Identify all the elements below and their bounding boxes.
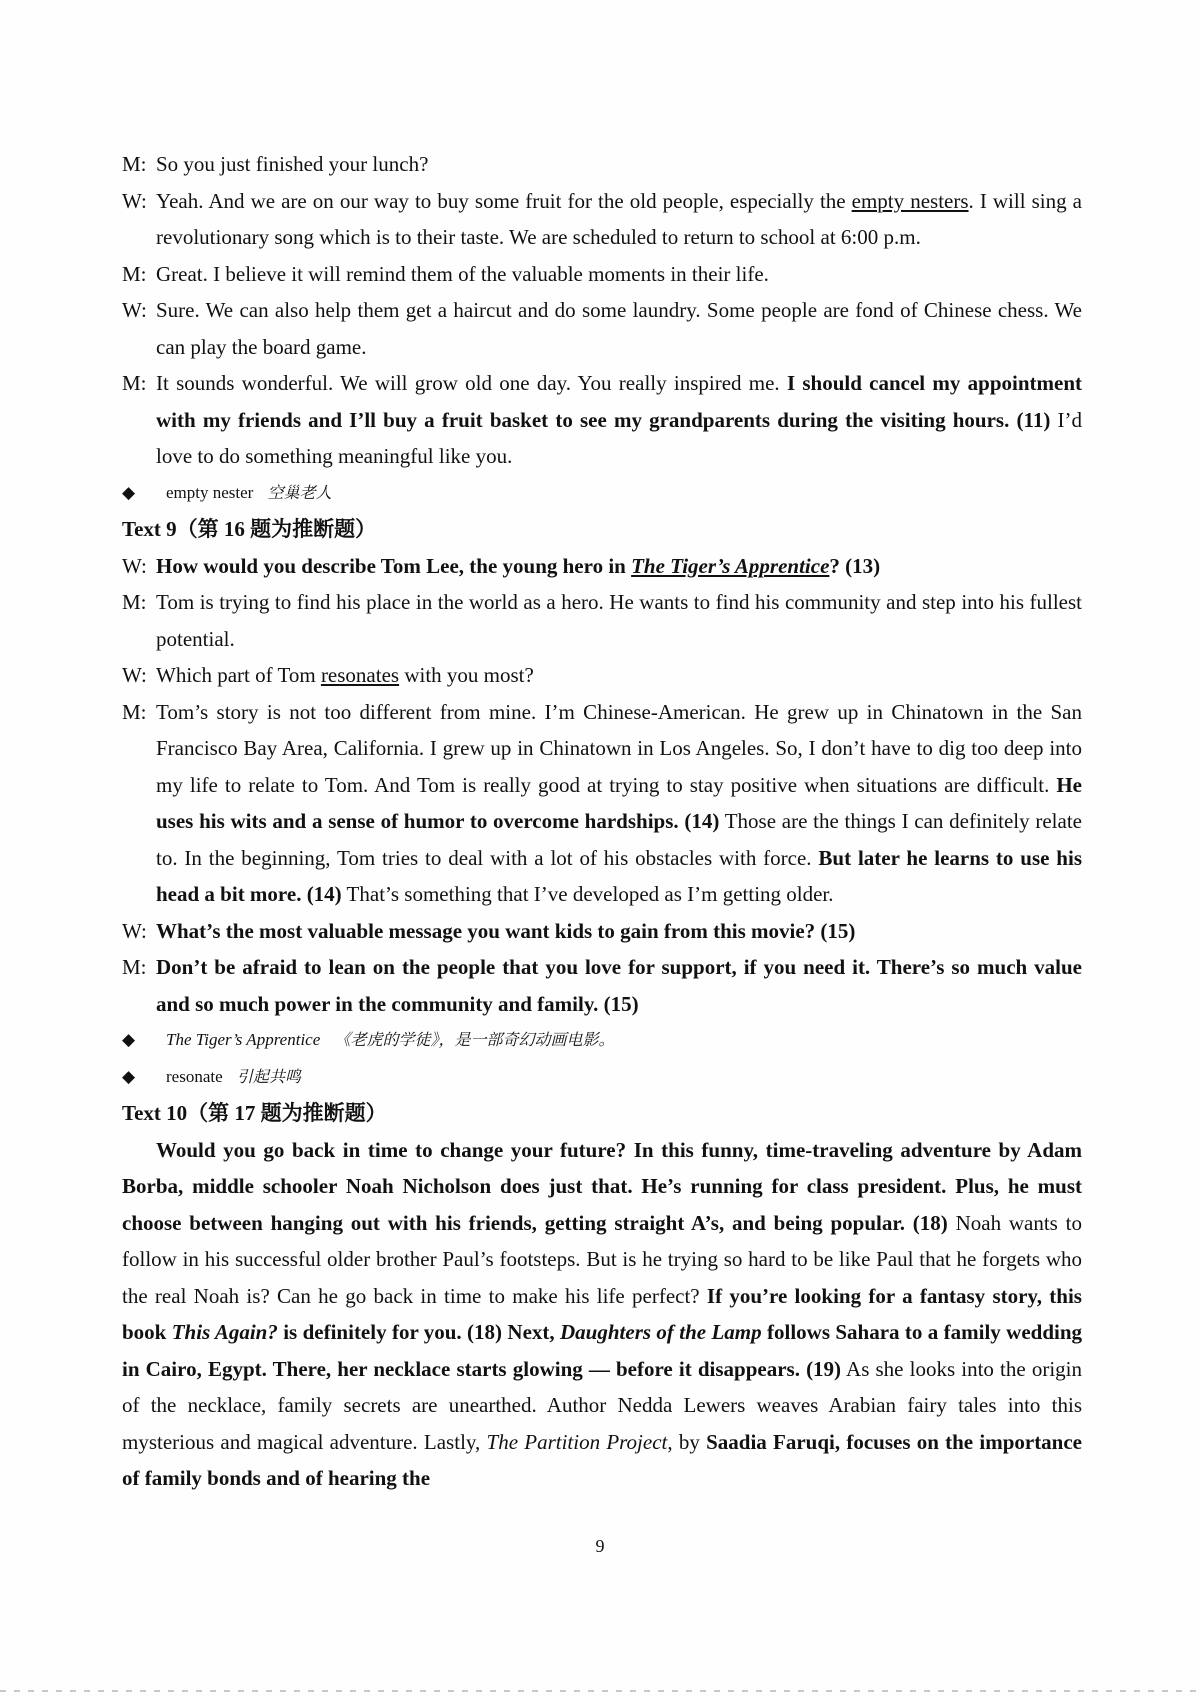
speaker-label: W: (122, 298, 147, 322)
speaker-label: M: (122, 152, 147, 176)
page-content (122, 146, 1082, 1497)
line-text: It sounds wonderful. We will grow old one day. You really inspired me. (156, 371, 787, 395)
line-text: . I will sing a revolutionary song which is to their taste. We are scheduled to return to school at 6:00 p.m. (156, 188, 1082, 249)
answer-highlight: If you’re looking for a fantasy story, this book (122, 1283, 1082, 1344)
answer-highlight: But later he learns to use his head a bit more. (14) (156, 845, 1082, 906)
speaker-label: M: (122, 371, 147, 395)
diamond-bullet-icon: ◆ (122, 1030, 136, 1049)
line-text: How would you describe Tom Lee, the young hero in (156, 553, 632, 578)
glossary-term: resonate (166, 1066, 223, 1086)
dialogue-line (122, 183, 1082, 256)
speaker-label: M: (122, 261, 147, 286)
line-text: Which part of Tom (156, 663, 321, 687)
section-heading: Text 10（第 17 题为推断题） (122, 1101, 387, 1125)
glossary-gloss: 空巢老人 (267, 482, 332, 502)
glossary-gloss: 《老虎的学徒》，是一部奇幻动画电影。 (334, 1030, 615, 1049)
passage-text: Next, (502, 1320, 561, 1344)
glossary-term: empty nester (166, 482, 254, 502)
answer-highlight: I should cancel my appointment with my friends and I’ll buy a fruit basket to see my grandparents during the visiting hours. (11) (156, 371, 1082, 432)
dialogue-line (122, 694, 1082, 913)
dialogue-line (122, 949, 1082, 1022)
speaker-label: W: (122, 663, 147, 687)
page-number: 9 (595, 1536, 605, 1556)
line-text: Don’t be afraid to lean on the people that you love for support, if you need it. There’s so much value and so much power in the community and family. (15) (156, 955, 1082, 1016)
dialogue-line (122, 365, 1082, 475)
book-title: The Partition Project (486, 1429, 668, 1454)
line-text: That’s something that I’ve developed as I’m getting older. (341, 882, 834, 906)
book-title: Daughters of the Lamp (560, 1320, 762, 1344)
movie-title: The Tiger’s Apprentice (631, 553, 830, 578)
line-text: I’d love to do something meaningful like you. (156, 407, 1082, 468)
speaker-label: M: (122, 590, 147, 614)
answer-highlight: Would you go back in time to change your future? In this funny, time-traveling adventure by Adam Borba, middle schooler Noah Nicholson does just that. He’s running for class president. Plus, he must choose between hanging out with his friends, getting straight A’s, and being popular. (18) (122, 1137, 1082, 1235)
underlined-term: resonates (320, 663, 400, 687)
speaker-label: W: (122, 918, 147, 943)
dialogue-line (122, 657, 1082, 694)
line-text: So you just finished your lunch? (156, 152, 429, 176)
line-text: Great. I believe it will remind them of the valuable moments in their life. (156, 261, 769, 286)
line-text: with you most? (399, 663, 534, 687)
speaker-label: W: (122, 553, 147, 578)
glossary-note (122, 1059, 1082, 1096)
passage-paragraph (122, 1132, 1082, 1497)
passage-text: As she looks into the origin of the necklace, family secrets are unearthed. Author Nedda Lewers weaves Arabian fairy tales into this mysterious and magical adventure. Lastly, (122, 1356, 1082, 1454)
section-heading: Text 9（第 16 题为推断题） (122, 517, 377, 541)
answer-highlight: is definitely for you. (18) (277, 1320, 503, 1344)
underlined-term: empty nesters (851, 188, 969, 213)
dialogue-line (122, 256, 1082, 293)
answer-highlight: Saadia Faruqi, focuses on the importance of family bonds and of hearing the (122, 1429, 1083, 1490)
glossary-gloss: 引起共鸣 (236, 1066, 301, 1086)
book-title: This Again? (171, 1320, 278, 1344)
line-text: ? (13) (829, 553, 881, 578)
line-text: What’s the most valuable message you want kids to gain from this movie? (15) (156, 918, 856, 943)
glossary-note (122, 1022, 1082, 1059)
line-text: Those are the things I can definitely relate to. In the beginning, Tom tries to deal with a lot of his obstacles with force. (156, 809, 1082, 870)
dialogue-line (122, 292, 1082, 365)
dialogue-line (122, 913, 1082, 950)
line-text: Tom is trying to find his place in the world as a hero. He wants to find his community and step into his fullest potential. (156, 590, 1082, 651)
line-text: Tom’s story is not too different from mine. I’m Chinese-American. He grew up in Chinatown in the San Francisco Bay Area, California. I grew up in Chinatown in Los Angeles. So, I don’t have to dig too deep into my life to relate to Tom. And Tom is really good at trying to stay positive when situations are difficult. (156, 699, 1082, 797)
line-text: Sure. We can also help them get a haircut and do some laundry. Some people are fond of Chinese chess. We can play the board game. (156, 298, 1082, 359)
glossary-note (122, 475, 1082, 512)
scan-edge-divider (0, 1690, 1200, 1692)
passage-text: Noah wants to follow in his successful older brother Paul’s footsteps. But is he trying so hard to be like Paul that he forgets who the real Noah is? Can he go back in time to make his life perfect? (122, 1210, 1082, 1308)
dialogue-line (122, 584, 1082, 657)
answer-highlight: He uses his wits and a sense of humor to overcome hardships. (14) (156, 772, 1082, 833)
dialogue-line (122, 146, 1082, 183)
speaker-label: M: (122, 699, 147, 724)
dialogue-line (122, 548, 1082, 585)
speaker-label: W: (122, 188, 147, 213)
diamond-bullet-icon: ◆ (122, 1066, 136, 1086)
answer-highlight: follows Sahara to a family wedding in Cairo, Egypt. There, her necklace starts glowing — before it disappears. (19) (122, 1320, 1083, 1381)
passage-text: , by (667, 1429, 707, 1454)
glossary-term: The Tiger’s Apprentice (166, 1030, 321, 1049)
diamond-bullet-icon: ◆ (122, 482, 136, 502)
line-text: Yeah. And we are on our way to buy some fruit for the old people, especially the (156, 188, 852, 213)
speaker-label: M: (122, 955, 147, 979)
